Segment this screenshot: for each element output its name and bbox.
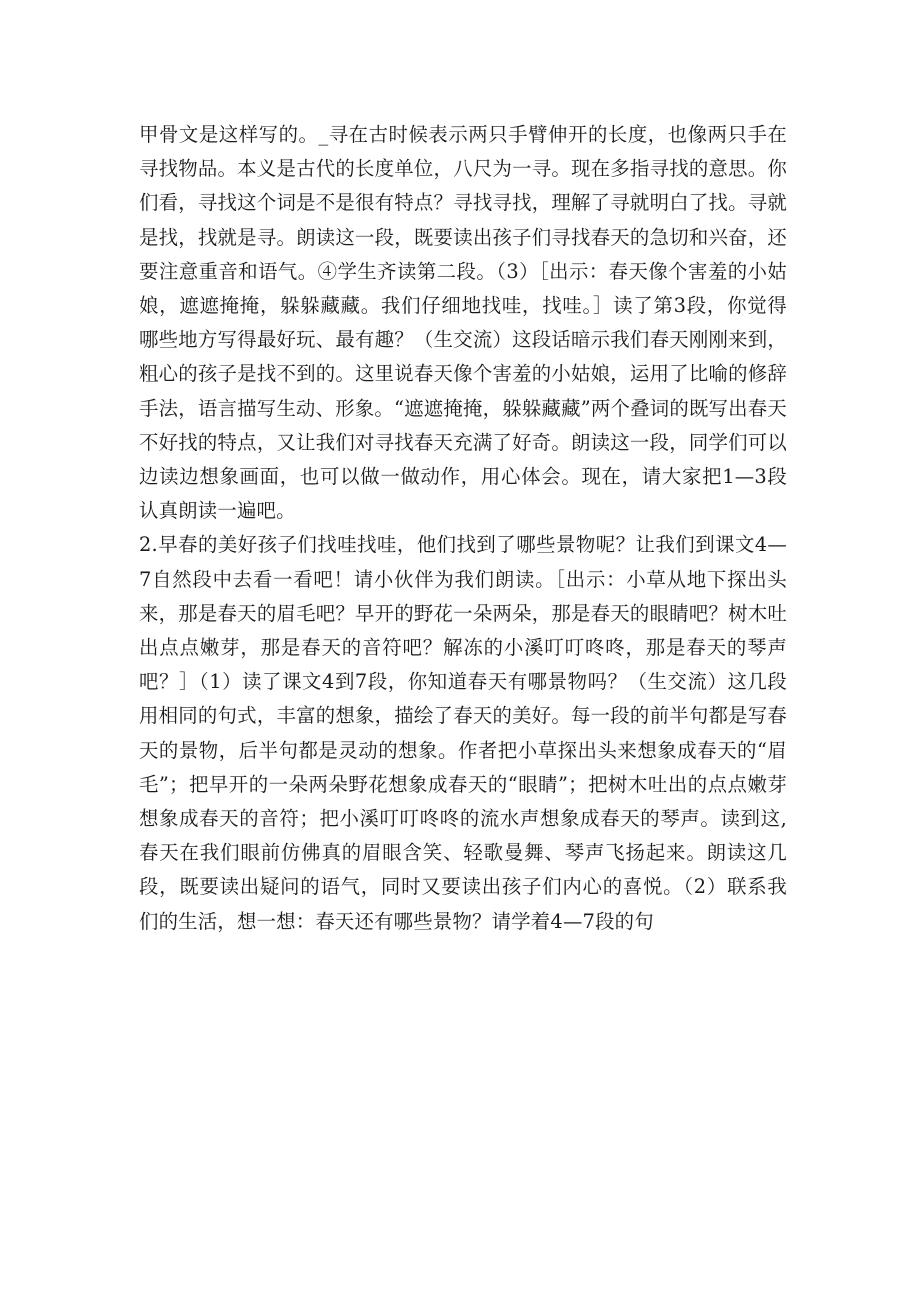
paragraph-1: 甲骨文是这样写的。_寻在古时候表示两只手臂伸开的长度，也像两只手在寻找物品。本义是古代的长度单位，八尺为一寻。现在多指寻找的意思。你们看，寻找这个词是不是很有特点？寻找寻找，理解了寻就明白了找。寻就是找，找就是寻。朗读这一段，既要读出孩子们寻找春天的急切和兴奋，还要注意重音和语气。④学生齐读第二段。（3）［出示：春天像个害羞的小姑娘，遮遮掩掩，躲躲藏藏。我们仔细地找哇，找哇。］读了第3段，你觉得哪些地方写得最好玩、最有趣？（生交流）这段话暗示我们春天刚刚来到，粗心的孩子是找不到的。这里说春天像个害羞的小姑娘，运用了比喻的修辞手法，语言描写生动、形象。“遮遮掩掩，躲躲藏藏”两个叠词的既写出春天不好找的特点，又让我们对寻找春天充满了好奇。朗读这一段，同学们可以边读边想象画面，也可以做一做动作，用心体会。现在，请大家把1—3段认真朗读一遍吧。 — [139, 123, 787, 523]
document-body — [139, 118, 787, 939]
paragraph-2: 2.早春的美好孩子们找哇找哇，他们找到了哪些景物呢？让我们到课文4—7自然段中去看一看吧！请小伙伴为我们朗读。［出示：小草从地下探出头来，那是春天的眉毛吧？早开的野花一朵两朵，那是春天的眼睛吧？树木吐出点点嫩芽，那是春天的音符吧？解冻的小溪叮叮咚咚，那是春天的琴声吧？］（1）读了课文4到7段，你知道春天有哪景物吗？（生交流）这几段用相同的句式，丰富的想象，描绘了春天的美好。每一段的前半句都是写春天的景物，后半句都是灵动的想象。作者把小草探出头来想象成春天的“眉毛”；把早开的一朵两朵野花想象成春天的“眼睛”；把树木吐出的点点嫩芽想象成春天的音符；把小溪叮叮咚咚的流水声想象成春天的琴声。读到这,春天在我们眼前仿佛真的眉眼含笑、轻歌曼舞、琴声飞扬起来。朗读这几段，既要读出疑问的语气，同时又要读出孩子们内心的喜悦。（2）联系我们的生活，想一想：春天还有哪些景物？请学着4—7段的句 — [139, 533, 787, 933]
